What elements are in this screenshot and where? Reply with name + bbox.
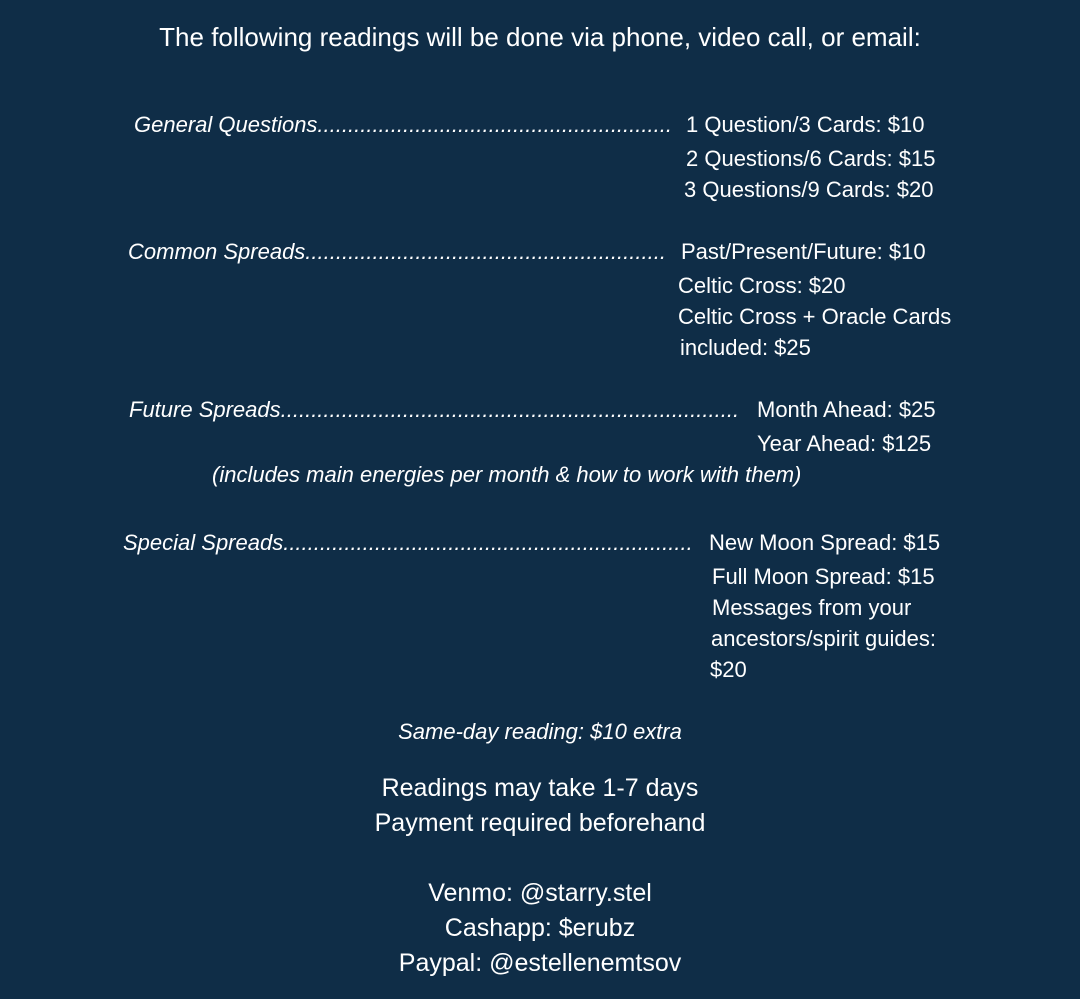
general-price-3: 3 Questions/9 Cards: $20 <box>684 177 934 202</box>
general-questions-label: General Questions.......................................................... <box>134 112 672 137</box>
payment-venmo: Venmo: @starry.stel <box>428 879 652 907</box>
info-line-1: Readings may take 1-7 days <box>381 774 699 802</box>
payment-cashapp: Cashapp: $erubz <box>444 914 636 942</box>
common-price-1: Past/Present/Future: $10 <box>681 239 926 264</box>
future-note: (includes main energies per month & how to work with them) <box>212 462 802 487</box>
future-price-1: Month Ahead: $25 <box>757 397 936 422</box>
common-price-2: Celtic Cross: $20 <box>678 273 846 298</box>
future-price-2: Year Ahead: $125 <box>757 431 932 456</box>
special-price-3: Messages from your <box>712 595 912 620</box>
special-price-5: $20 <box>710 657 747 682</box>
general-price-1: 1 Question/3 Cards: $10 <box>686 112 925 137</box>
special-spreads-label: Special Spreads................................................................... <box>123 530 693 555</box>
payment-paypal: Paypal: @estellenemtsov <box>398 949 682 977</box>
general-price-2: 2 Questions/6 Cards: $15 <box>686 146 936 171</box>
common-price-4: included: $25 <box>680 335 811 360</box>
info-line-2: Payment required beforehand <box>374 809 706 837</box>
future-spreads-label: Future Spreads........................................................................... <box>129 397 740 422</box>
page-title: The following readings will be done via phone, video call, or email: <box>159 22 921 52</box>
common-spreads-label: Common Spreads........................................................... <box>128 239 666 264</box>
special-price-4: ancestors/spirit guides: <box>711 626 936 651</box>
special-price-1: New Moon Spread: $15 <box>709 530 941 555</box>
common-price-3: Celtic Cross + Oracle Cards <box>678 304 952 329</box>
same-day-note: Same-day reading: $10 extra <box>398 719 682 744</box>
special-price-2: Full Moon Spread: $15 <box>712 564 935 589</box>
